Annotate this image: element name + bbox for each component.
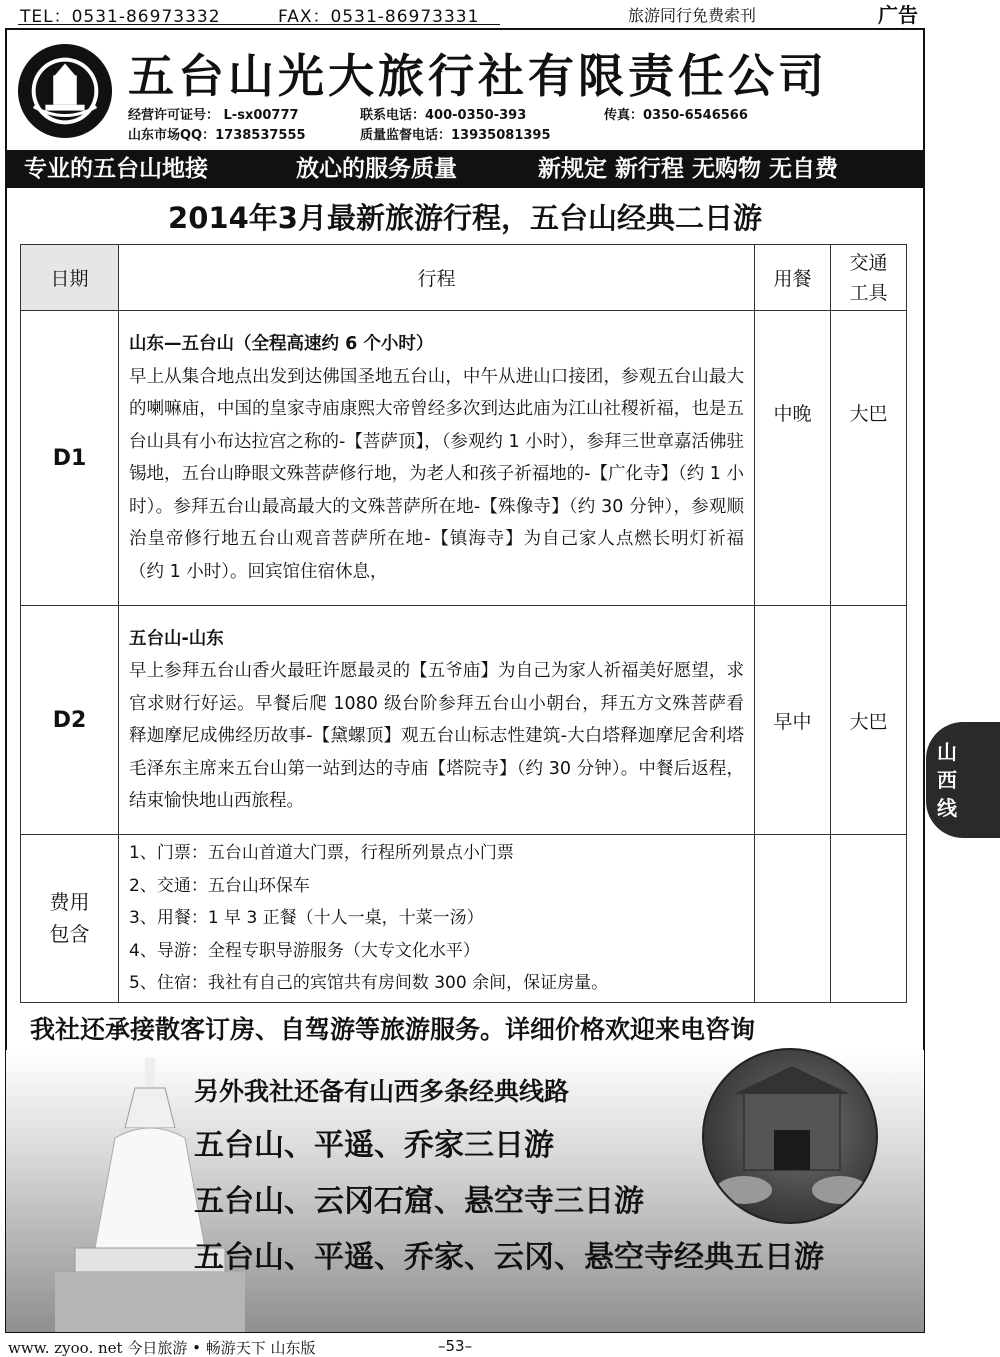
itinerary-cell — [119, 606, 755, 835]
company-name: 五台山光大旅行社有限责任公司 — [128, 49, 828, 103]
service-notice: 我社还承接散客订房、自驾游等旅游服务。详细价格欢迎来电咨询 — [30, 1015, 756, 1044]
page-headline: 2014年3月最新旅游行程，五台山经典二日游 — [168, 201, 762, 235]
header-transport: 交通工具 — [831, 245, 907, 311]
shandong-qq: 山东市场QQ：1738537555 — [128, 128, 306, 143]
footer — [0, 1335, 1000, 1357]
cost-item: 3、用餐：1 早 3 正餐（十人一桌，十菜一汤） — [129, 908, 484, 928]
header-underline — [18, 24, 500, 25]
temple-courtyard-photo — [702, 1048, 878, 1224]
header-day: 日期 — [21, 245, 119, 311]
cost-item: 4、导游：全程专职导游服务（大专文化水平） — [129, 940, 480, 961]
empty-cell — [755, 835, 831, 1003]
header-tel: TEL：0531-86973332 — [20, 7, 221, 27]
itinerary-cell — [119, 311, 755, 606]
transport-cell: 大巴 — [831, 311, 907, 606]
route-title: 山东—五台山（全程高速约 6 个小时） — [129, 334, 434, 354]
cost-label: 费用包含 — [21, 835, 119, 1003]
itinerary-text: 早上参拜五台山香火最旺许愿最灵的【五爷庙】为自己为家人祈福美好愿望，求官求财行好运。早餐后爬 1080 级台阶参拜五台山小朝台，拜五方文殊菩萨看释迦摩尼成佛经历故事-【黛螺顶】观五台山标志性建筑-大白塔释迦摩尼舍利塔毛泽东主席来五台山第一站到达的寺庙【塔院寺】（约 30 分钟）。中餐后返程，结束愉快地山西旅程。 — [129, 661, 744, 811]
route-item: 五台山、平遥、乔家三日游 — [194, 1128, 554, 1163]
company-logo-icon — [16, 42, 114, 140]
cost-item: 5、住宿：我社有自己的宾馆共有房间数 300 余间，保证房量。 — [129, 973, 609, 993]
slogan-3: 新规定 新行程 无购物 无自费 — [538, 156, 839, 182]
slogan-2: 放心的服务质量 — [296, 156, 457, 182]
page-number: –53– — [438, 1337, 473, 1355]
routes-intro: 另外我社还备有山西多条经典线路 — [194, 1077, 570, 1106]
header-meal: 用餐 — [755, 245, 831, 311]
company-fax: 传真：0350-6546566 — [604, 108, 748, 123]
route-item: 五台山、云冈石窟、悬空寺三日游 — [194, 1184, 644, 1219]
ad-label: 广告 — [878, 3, 918, 27]
cost-list — [119, 835, 755, 1003]
cost-item: 1、门票：五台山首道大门票，行程所列景点小门票 — [129, 843, 514, 863]
supervision-phone: 质量监督电话：13935081395 — [360, 128, 551, 143]
meal-cell: 早中 — [755, 606, 831, 835]
side-tab — [926, 722, 1000, 838]
table-row — [21, 835, 907, 1003]
header-fax: FAX：0531-86973331 — [278, 7, 480, 27]
itinerary-table — [20, 244, 907, 1003]
empty-cell — [831, 835, 907, 1003]
side-tab-label: 山西线 — [937, 740, 957, 820]
slogan-1: 专业的五台山地接 — [24, 156, 208, 182]
table-header-row — [21, 245, 907, 311]
top-bar — [0, 0, 1000, 28]
temple-courtyard-image — [704, 1050, 878, 1224]
header-itinerary: 行程 — [119, 245, 755, 311]
itinerary-text: 早上从集合地点出发到达佛国圣地五台山，中午从进山口接团，参观五台山最大的喇嘛庙，中国的皇家寺庙康熙大帝曾经多次到达此庙为江山社稷祈福，也是五台山具有小布达拉宫之称的-【菩萨顶】，（参观约 1 小时），参拜三世章嘉活佛驻锡地，五台山睁眼文殊菩萨修行地，为老人和孩子祈福地的-【广化寺】（约 1 小时）。参拜五台山最高最大的文殊菩萨所在地-【殊像寺】（约 30 分钟），参观顺治皇帝修行地五台山观音菩萨所在地-【镇海寺】为自己家人点燃长明灯祈福（约 1 小时）。回宾馆住宿休息， — [129, 366, 744, 582]
cost-item: 2、交通：五台山环保车 — [129, 875, 310, 896]
table-row — [21, 606, 907, 835]
slogan-bar — [6, 150, 924, 188]
table-row — [21, 311, 907, 606]
contact-phone: 联系电话：400-0350-393 — [360, 108, 527, 123]
footer-site: www. zyoo. net 今日旅游 • 畅游天下 山东版 — [8, 1339, 316, 1357]
transport-cell: 大巴 — [831, 606, 907, 835]
route-item: 五台山、平遥、乔家、云冈、悬空寺经典五日游 — [194, 1240, 824, 1275]
day-label: D1 — [21, 311, 119, 606]
index-title: 旅游同行免费索刊 — [628, 6, 757, 25]
license-number: 经营许可证号： L-sx00777 — [128, 108, 299, 123]
meal-cell: 中晚 — [755, 311, 831, 606]
route-title: 五台山-山东 — [129, 628, 224, 649]
day-label: D2 — [21, 606, 119, 835]
